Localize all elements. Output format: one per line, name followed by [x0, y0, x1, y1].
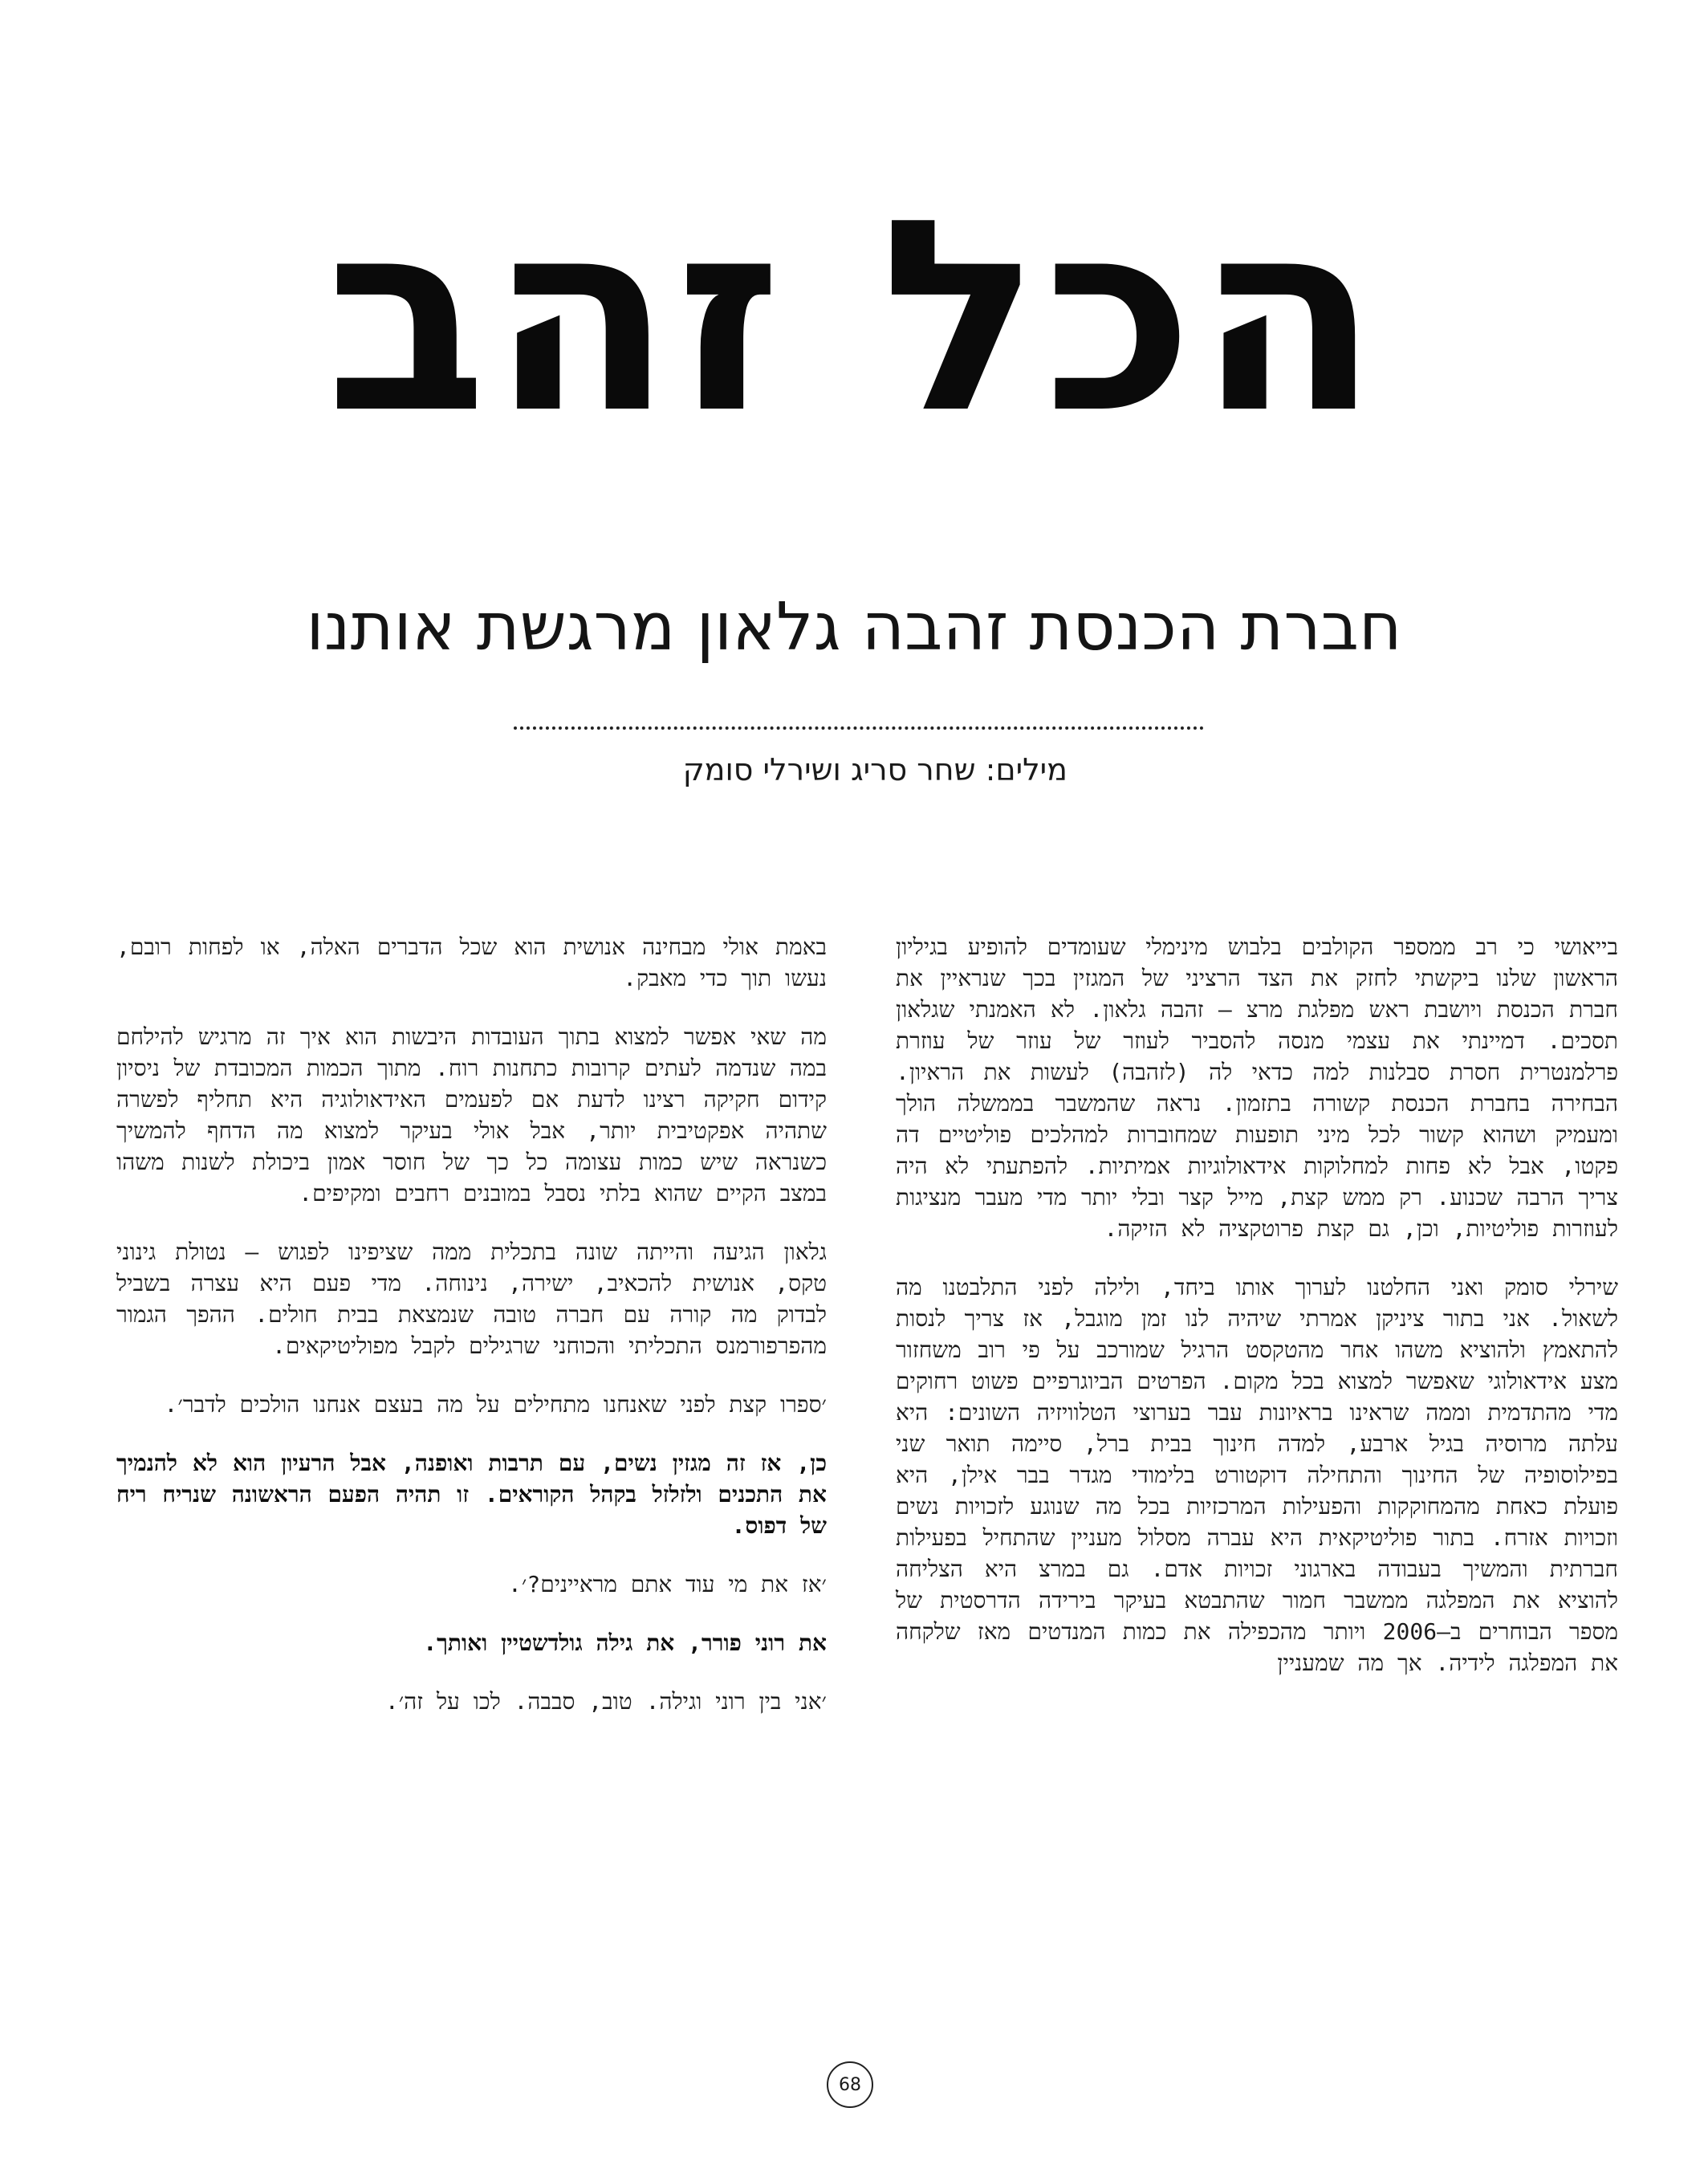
article-column-left [116, 931, 827, 1744]
byline: מילים: שחר סריג ושירלי סומק [682, 752, 1068, 787]
paragraph: ׳אז את מי עוד אתם מראיינים?׳. [508, 1571, 827, 1597]
paragraph: ׳ספרו קצת לפני שאנחנו מתחילים על מה בעצם אנחנו הולכים לדבר׳. [164, 1391, 827, 1418]
paragraph-question: את רוני פורר, את גילה גולדשטיין ואותך. [423, 1630, 827, 1656]
paragraph: שירלי סומק ואני החלטנו לערוך אותו ביחד, ולילה לפני התלבטנו מה לשאול. אני בתור ציניקן אמרתי שיהיה לנו זמן מוגבל, אז צריך לנסות להתאמץ ולהוציא משהו אחר מהטקסט הרגיל שמורכב על פי רוב משחזור מצע אידאולוגי שאפשר למצוא בכל מקום. הפרטים הביוגרפיים פשוט רחוקים מדי מהתדמית וממה שראינו בראיונות עבר בערוצי הטלוויזיה השונים: היא עלתה מרוסיה בגיל ארבע, למדה חינוך בבית ברל, סיימה תואר שני בפילוסופיה של החינוך והתחילה דוקטורט בלימודי מגדר בבר אילן, היא פועלת כאחת מהמחוקקות והפעילות המרכזיות בכל מה שנוגע לזכויות נשים וזכויות אזרח. בתור פוליטיקאית היא עברה מסלול מעניין שהתחיל בפעילות חברתית והמשיך בעבודה בארגוני זכויות אדם. גם במרצ היא הצליחה להוציא את המפלגה ממשבר חמור שהתבטא בעיקר בירידה הדרסטית של מספר הבוחרים ב–2006 ויותר מהכפילה את כמות המנדטים מאז שלקחה את המפלגה לידיה. אך מה שמעניין [896, 1274, 1619, 1676]
paragraph-question: כן, אז זה מגזין נשים, עם תרבות ואופנה, אבל הרעיון הוא לא להנמיך את התכנים ולזלזל בקהל הקוראים. זו תהיה הפעם הראשונה שנריח ריח של דפוס. [116, 1450, 827, 1539]
dotted-divider [514, 726, 1204, 730]
page-title: הכל זהב [325, 163, 1383, 471]
article-column-right [896, 931, 1618, 1706]
paragraph: ׳אני בין רוני וגילה. טוב, סבבה. לכו על זה׳. [384, 1688, 827, 1715]
paragraph: בייאושי כי רב ממספר הקולבים בלבוש מינימלי שעומדים להופיע בגיליון הראשון שלנו ביקשתי לחזק את הצד הרציני של המגזין בכך שנראיין את חברת הכנסת ויושבת ראש מפלגת מרצ – זהבה גלאון. לא האמנתי שגלאון תסכים. דמיינתי את עצמי מנסה להסביר לעוזר של עוזר של עוזרת פרלמנטרית חסרת סבלנות למה כדאי לה (לזהבה) לעשות את הראיון. הבחירה בחברת הכנסת קשורה בתזמון. נראה שהמשבר בממשלה הולך ומעמיק ושהוא קשור לכל מיני תופעות שמחוברות למהלכים פוליטיים דה פקטו, אבל לא פחות למחלוקות אידאולוגיות אמיתיות. להפתעתי לא היה צריך הרבה שכנוע. רק ממש קצת, מייל קצר ובלי יותר מדי מעבר מנציגות לעוזרות פוליטיות, וכן, גם קצת פרוטקציה לא הזיקה. [896, 934, 1618, 1242]
page-number: 68 [827, 2061, 873, 2108]
paragraph: באמת אולי מבחינה אנושית הוא שכל הדברים האלה, או לפחות רובם, נעשו תוך כדי מאבק. [116, 934, 827, 991]
page-subtitle: חברת הכנסת זהבה גלאון מרגשת אותנו [306, 589, 1402, 665]
paragraph: מה שאי אפשר למצוא בתוך העובדות היבשות הוא איך זה מרגיש להילחם במה שנדמה לעתים קרובות כתחנות רוח. מתוך הכמות המכובדת של ניסיון קידום חקיקה רצינו לדעת אם לפעמים האידאולוגיה היא תחליף לפשרה שתהיה אפקטיבית יותר, אבל אולי בעיקר למצוא מה הדחף להמשיך כשנראה שיש כמות עצומה כל כך של חוסר אמון ביכולת לשנות משהו במצב הקיים שהוא בלתי נסבל במובנים רחבים ומקיפים. [116, 1023, 828, 1206]
paragraph: גלאון הגיעה והייתה שונה בתכלית ממה שציפינו לפגוש – נטולת גינוני טקס, אנושית להכאיב, ישירה, נינוחה. מדי פעם היא עצרה בשביל לבדוק מה קורה עם חברה טובה שנמצאת בבית חולים. ההפך הגמור מהפרפורמנס התכליתי והכוחני שרגילים לקבל מפוליטיקאים. [116, 1239, 827, 1359]
